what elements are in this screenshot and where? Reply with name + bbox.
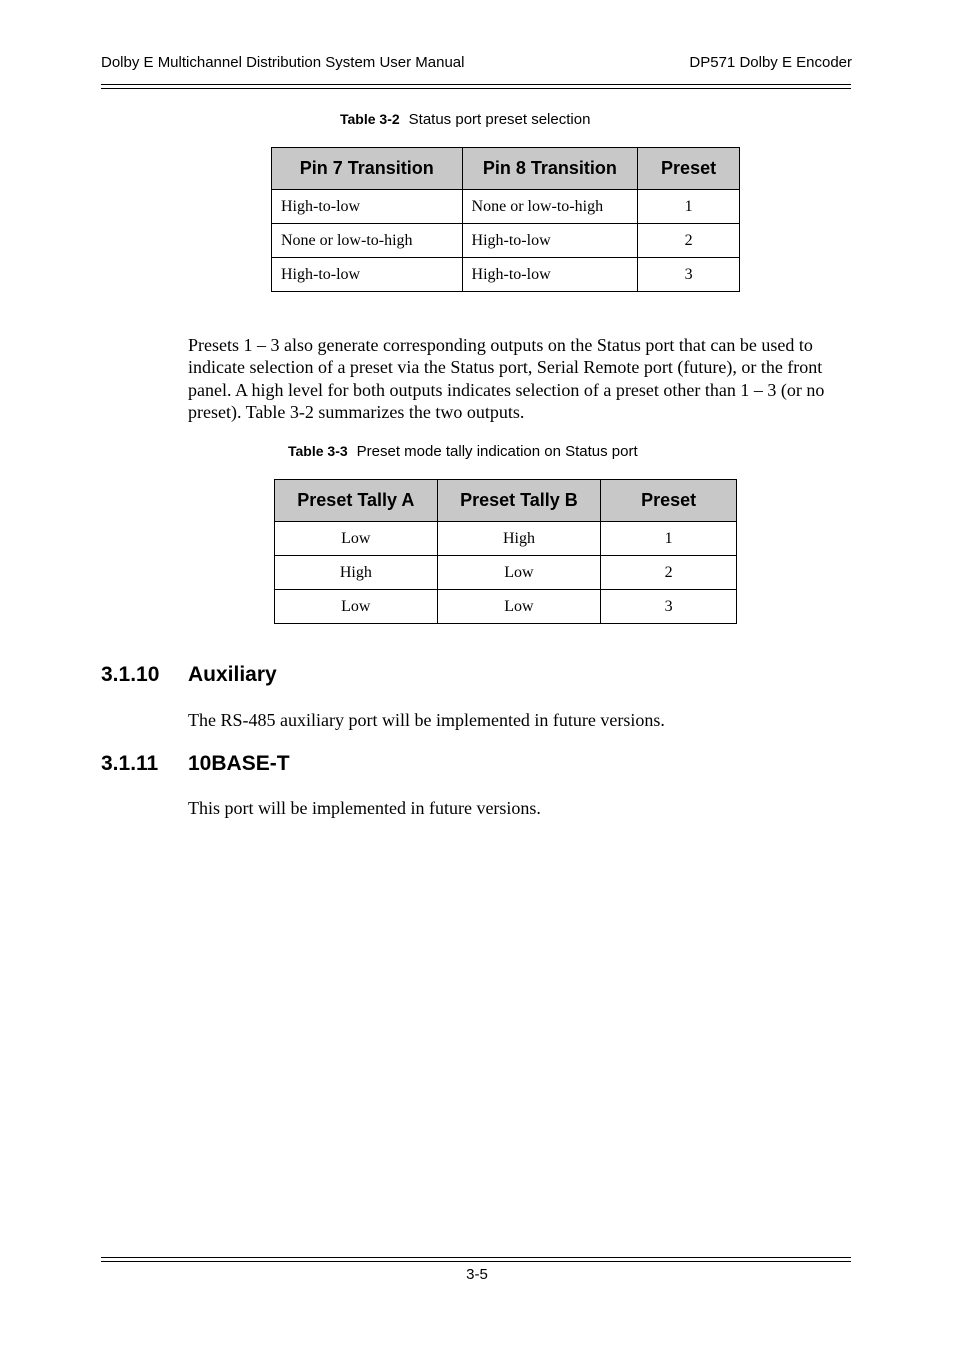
footer-rule bbox=[101, 1261, 851, 1262]
table-row bbox=[272, 258, 740, 292]
table-cell: Low bbox=[275, 522, 438, 556]
table-cell: 1 bbox=[601, 522, 737, 556]
section-heading-10base-t bbox=[101, 752, 290, 776]
column-header: Preset Tally A bbox=[275, 480, 438, 522]
table-cell: Low bbox=[437, 556, 601, 590]
table-cell: 3 bbox=[638, 258, 740, 292]
header-rule bbox=[101, 84, 851, 85]
table-cell: None or low-to-high bbox=[462, 190, 638, 224]
table-cell: High-to-low bbox=[272, 258, 463, 292]
table-cell: High-to-low bbox=[272, 190, 463, 224]
table-cell: High bbox=[275, 556, 438, 590]
table-cell: None or low-to-high bbox=[272, 224, 463, 258]
table-caption bbox=[340, 111, 590, 128]
table-header-row bbox=[272, 148, 740, 190]
table-caption-number: Table 3-2 bbox=[340, 111, 400, 127]
section-body: This port will be implemented in future versions. bbox=[188, 798, 541, 818]
table-row bbox=[275, 556, 737, 590]
section-body: The RS-485 auxiliary port will be implemented in future versions. bbox=[188, 710, 665, 730]
table-row bbox=[272, 224, 740, 258]
table-cell: 2 bbox=[638, 224, 740, 258]
column-header: Preset Tally B bbox=[437, 480, 601, 522]
header-rule bbox=[101, 88, 851, 89]
table-caption bbox=[288, 443, 638, 460]
running-header-title: Dolby E Multichannel Distribution System User Manual bbox=[101, 54, 465, 71]
table-cell: Low bbox=[437, 590, 601, 624]
section-title: 10BASE-T bbox=[188, 752, 290, 775]
table-cell: High-to-low bbox=[462, 258, 638, 292]
section-number: 3.1.10 bbox=[101, 663, 160, 686]
table-caption-number: Table 3-3 bbox=[288, 443, 348, 459]
running-header-product: DP571 Dolby E Encoder bbox=[689, 54, 852, 71]
table-cell: 1 bbox=[638, 190, 740, 224]
table-row bbox=[275, 522, 737, 556]
section-title: Auxiliary bbox=[188, 663, 277, 686]
table-row bbox=[275, 590, 737, 624]
table-caption-text: Preset mode tally indication on Status port bbox=[356, 443, 638, 460]
column-header: Pin 7 Transition bbox=[272, 148, 463, 190]
column-header: Preset bbox=[601, 480, 737, 522]
table-header-row bbox=[275, 480, 737, 522]
table-cell: 3 bbox=[601, 590, 737, 624]
table-cell: 2 bbox=[601, 556, 737, 590]
table-cell: Low bbox=[275, 590, 438, 624]
footer-rule bbox=[101, 1257, 851, 1258]
table-cell: High bbox=[437, 522, 601, 556]
table-caption-text: Status port preset selection bbox=[408, 111, 591, 128]
body-paragraph: Presets 1 – 3 also generate corresponding outputs on the Status port that can be used to indicate selection of a preset via the Status port, Serial Remote port (future), or the front panel. A high level for both outputs indicates selection of a preset other than 1 – 3 (or no preset). Table 3-2 summarizes the two outputs. bbox=[188, 335, 825, 422]
preset-tally-table bbox=[274, 479, 737, 624]
table-cell: High-to-low bbox=[462, 224, 638, 258]
section-heading-auxiliary bbox=[101, 663, 277, 687]
table-row bbox=[272, 190, 740, 224]
page-number: 3-5 bbox=[466, 1266, 488, 1283]
column-header: Preset bbox=[638, 148, 740, 190]
status-port-preset-table bbox=[271, 147, 740, 292]
section-number: 3.1.11 bbox=[101, 752, 159, 775]
column-header: Pin 8 Transition bbox=[462, 148, 638, 190]
